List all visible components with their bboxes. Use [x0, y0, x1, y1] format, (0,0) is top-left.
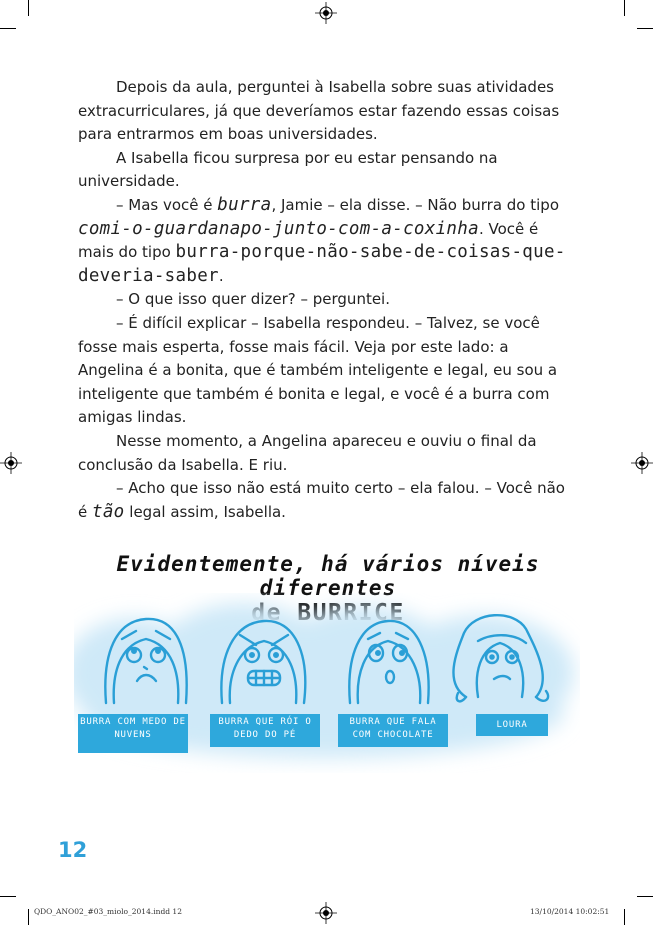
label-blonde: LOURA: [476, 714, 548, 736]
crop-mark: [28, 909, 29, 925]
emphasis-burra: burra: [217, 194, 272, 215]
text-run: .: [218, 266, 224, 285]
crop-mark: [637, 28, 653, 29]
text-run: – Acho que isso não está muito certo – ela falou. – Você não é: [78, 479, 565, 521]
paragraph: Depois da aula, perguntei à Isabella sobre suas atividades extracurriculares, já que deveríamos estar fazendo essas coisas para entrarmos em boas universidades.: [78, 78, 560, 144]
crop-mark: [0, 896, 16, 897]
emphasis-type-2: burra-porque-não-sabe-de-coisas-que-deveria-saber: [78, 242, 566, 286]
crop-mark: [0, 28, 16, 29]
registration-mark-icon: [0, 452, 22, 474]
text-run: – Mas você é: [116, 195, 218, 214]
registration-mark-icon: [631, 452, 653, 474]
label-scared-of-clouds: BURRA COM MEDO DE NUVENS: [78, 714, 188, 753]
slug-file: QDO_ANO02_#03_miolo_2014.indd 12: [34, 907, 182, 916]
crop-mark: [624, 0, 625, 16]
emphasis-tao: tão: [92, 501, 125, 522]
label-talks-chocolate: BURRA QUE FALA COM CHOCOLATE: [338, 714, 448, 747]
paragraph: A Isabella ficou surpresa por eu estar pensando na universidade.: [78, 148, 498, 191]
paragraph: – O que isso quer dizer? – perguntei.: [116, 290, 390, 309]
slug-date: 13/10/2014 10:02:51: [530, 907, 610, 916]
registration-mark-icon: [315, 2, 337, 24]
heading-line-1: Evidentemente, há vários níveis diferentes: [116, 552, 540, 600]
text-run: , Jamie – ela disse. – Não burra do tipo: [271, 195, 560, 214]
paragraph: [78, 477, 578, 524]
registration-mark-icon: [315, 902, 337, 924]
paragraph: Nesse momento, a Angelina apareceu e ouviu o final da conclusão da Isabella. E riu.: [78, 431, 537, 474]
text-run: . Você é mais do tipo: [78, 219, 539, 262]
paragraph: – É difícil explicar – Isabella respondeu. – Talvez, se você fosse mais esperta, fosse mais fácil. Veja por este lado: a Angelina é a bonita, que é também inteligente e legal, eu sou a inteligente que também é bonita e legal, e você é a burra com amigas lindas.: [78, 313, 558, 427]
crop-mark: [624, 909, 625, 925]
paragraph: [78, 194, 578, 288]
page-number: 12: [58, 838, 88, 862]
crop-mark: [28, 0, 29, 16]
body-text: [78, 76, 578, 524]
label-bites-toe: BURRA QUE RÓI O DEDO DO PÉ: [210, 714, 320, 747]
emphasis-type-1: comi-o-guardanapo-junto-com-a-coxinha: [78, 218, 479, 239]
text-run: legal assim, Isabella.: [124, 502, 286, 521]
crop-mark: [637, 896, 653, 897]
